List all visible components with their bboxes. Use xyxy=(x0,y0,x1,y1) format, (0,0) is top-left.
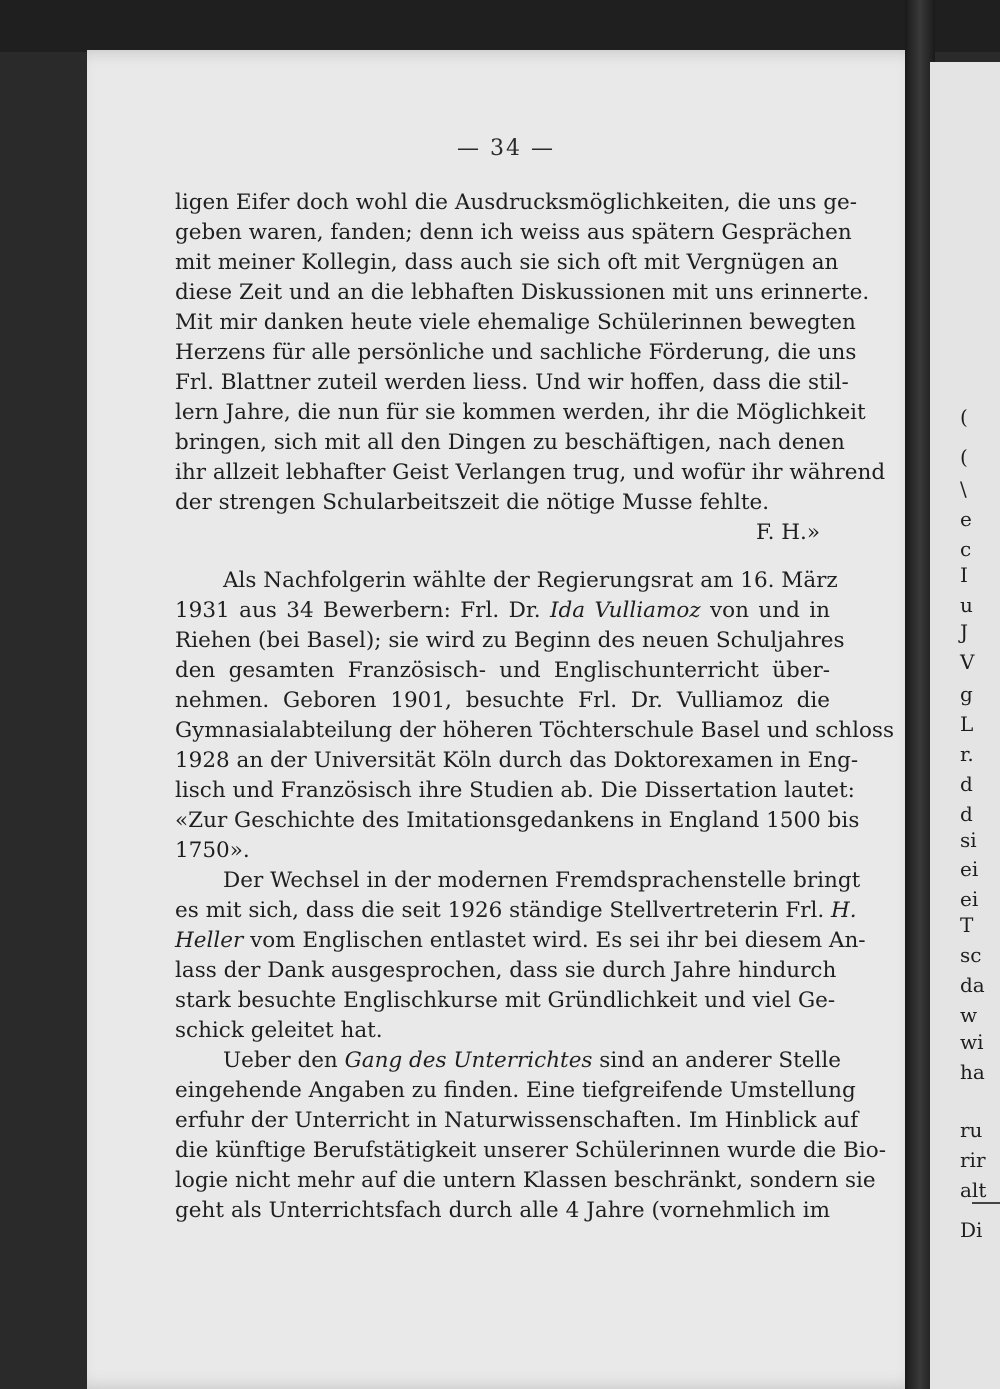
text-segment: es mit sich, dass die seit 1926 ständige Stellvertreterin Frl. xyxy=(175,898,832,923)
text-line: die künftige Berufstätigkeit unserer Schülerinnen wurde die Bio- xyxy=(175,1138,887,1163)
text-segment: sind an anderer Stelle xyxy=(592,1048,841,1073)
text-line: 1750». xyxy=(175,838,250,863)
text-line xyxy=(175,596,830,626)
adjacent-page-fragment: ha xyxy=(960,1060,985,1084)
adjacent-page-edge xyxy=(930,62,1000,1389)
text-line: den gesamten Französisch- und Englischunterricht über- xyxy=(175,658,830,683)
text-segment: vom Englischen entlastet wird. Es sei ihr bei diesem An- xyxy=(243,928,866,953)
text-line: geht als Unterrichtsfach durch alle 4 Jahre (vornehmlich im xyxy=(175,1198,830,1223)
adjacent-page-fragment: d xyxy=(960,802,973,826)
adjacent-page-fragment: ru xyxy=(960,1118,983,1142)
adjacent-page-fragment: d xyxy=(960,772,973,796)
adjacent-page-fragment: I xyxy=(960,563,968,587)
text-line: geben waren, fanden; denn ich weiss aus spätern Gesprächen xyxy=(175,220,852,245)
text-line: lern Jahre, die nun für sie kommen werden, ihr die Möglichkeit xyxy=(175,400,866,425)
text-line: Frl. Blattner zuteil werden liess. Und wir hoffen, dass die stil- xyxy=(175,370,849,395)
person-name-italic: H. xyxy=(831,898,857,923)
text-line: nehmen. Geboren 1901, besuchte Frl. Dr. Vulliamoz die xyxy=(175,688,830,713)
text-line: ligen Eifer doch wohl die Ausdrucksmöglichkeiten, die uns ge- xyxy=(175,190,857,215)
text-line xyxy=(175,896,857,926)
adjacent-page-fragment: alt xyxy=(960,1178,987,1202)
text-line: lass der Dank ausgesprochen, dass sie durch Jahre hindurch xyxy=(175,958,837,983)
adjacent-page-fragment: ( xyxy=(960,405,968,429)
scan-background xyxy=(0,0,1000,52)
adjacent-page-fragment: r. xyxy=(960,742,974,766)
text-line: stark besuchte Englischkurse mit Gründlichkeit und viel Ge- xyxy=(175,988,836,1013)
adjacent-page-fragment: si xyxy=(960,828,977,852)
signature-initials: F. H.» xyxy=(756,520,820,545)
text-line: «Zur Geschichte des Imitationsgedankens in England 1500 bis xyxy=(175,808,860,833)
text-line: schick geleitet hat. xyxy=(175,1018,383,1043)
adjacent-page-fragment: c xyxy=(960,537,972,561)
adjacent-page-fragment: da xyxy=(960,973,985,997)
adjacent-page-fragment: sc xyxy=(960,943,982,967)
text-line: diese Zeit und an die lebhaften Diskussionen mit uns erinnerte. xyxy=(175,280,870,305)
adjacent-page-fragment: L xyxy=(960,712,974,736)
text-segment: von und in xyxy=(700,598,831,623)
text-line: eingehende Angaben zu finden. Eine tiefgreifende Umstellung xyxy=(175,1078,856,1103)
text-line: Als Nachfolgerin wählte der Regierungsrat am 16. März xyxy=(223,568,838,593)
adjacent-page-fragment: g xyxy=(960,682,973,706)
person-name-italic: Ida Vulliamoz xyxy=(550,598,701,623)
adjacent-page-fragment: rir xyxy=(960,1148,986,1172)
adjacent-page-fragment: V xyxy=(960,650,975,674)
adjacent-page-fragment: e xyxy=(960,507,972,531)
text-line: Riehen (bei Basel); sie wird zu Beginn des neuen Schuljahres xyxy=(175,628,845,653)
text-line: erfuhr der Unterricht in Naturwissenschaften. Im Hinblick auf xyxy=(175,1108,859,1133)
text-segment: 1931 aus 34 Bewerbern: Frl. Dr. xyxy=(175,598,550,623)
text-line xyxy=(175,926,866,956)
emphasis-italic: Gang des Unterrichtes xyxy=(344,1048,593,1073)
adjacent-page-fragment: u xyxy=(960,593,973,617)
text-line: logie nicht mehr auf die untern Klassen beschränkt, sondern sie xyxy=(175,1168,876,1193)
text-line: Herzens für alle persönliche und sachliche Förderung, die uns xyxy=(175,340,857,365)
text-line xyxy=(175,1046,841,1076)
person-name-italic: Heller xyxy=(175,928,244,953)
adjacent-page-fragment: \ xyxy=(960,477,967,501)
adjacent-page-fragment: ei xyxy=(960,857,979,881)
adjacent-page-fragment: J xyxy=(960,620,969,644)
text-segment: Ueber den xyxy=(223,1048,345,1073)
text-line: der strengen Schularbeitszeit die nötige Musse fehlte. xyxy=(175,490,770,515)
adjacent-page-rule xyxy=(972,1202,1000,1204)
text-line: Der Wechsel in der modernen Fremdsprachenstelle bringt xyxy=(223,868,861,893)
page-number: — 34 — xyxy=(457,136,555,161)
text-line: lisch und Französisch ihre Studien ab. Die Dissertation lautet: xyxy=(175,778,855,803)
adjacent-page-fragment: Di xyxy=(960,1218,983,1242)
text-line: Gymnasialabteilung der höheren Töchterschule Basel und schloss xyxy=(175,718,894,743)
adjacent-page-fragment: ei xyxy=(960,887,979,911)
paragraph-gap xyxy=(175,548,830,566)
body-text xyxy=(175,188,894,1226)
text-line: mit meiner Kollegin, dass auch sie sich oft mit Vergnügen an xyxy=(175,250,839,275)
adjacent-page-fragment: T xyxy=(960,913,974,937)
text-line: 1928 an der Universität Köln durch das Doktorexamen in Eng- xyxy=(175,748,859,773)
text-line: bringen, sich mit all den Dingen zu beschäftigen, nach denen xyxy=(175,430,845,455)
text-line: ihr allzeit lebhafter Geist Verlangen trug, und wofür ihr während xyxy=(175,460,886,485)
adjacent-page-fragment: w xyxy=(960,1003,978,1027)
text-line: Mit mir danken heute viele ehemalige Schülerinnen bewegten xyxy=(175,310,856,335)
adjacent-page-fragment: ( xyxy=(960,445,968,469)
adjacent-page-fragment: wi xyxy=(960,1030,984,1054)
